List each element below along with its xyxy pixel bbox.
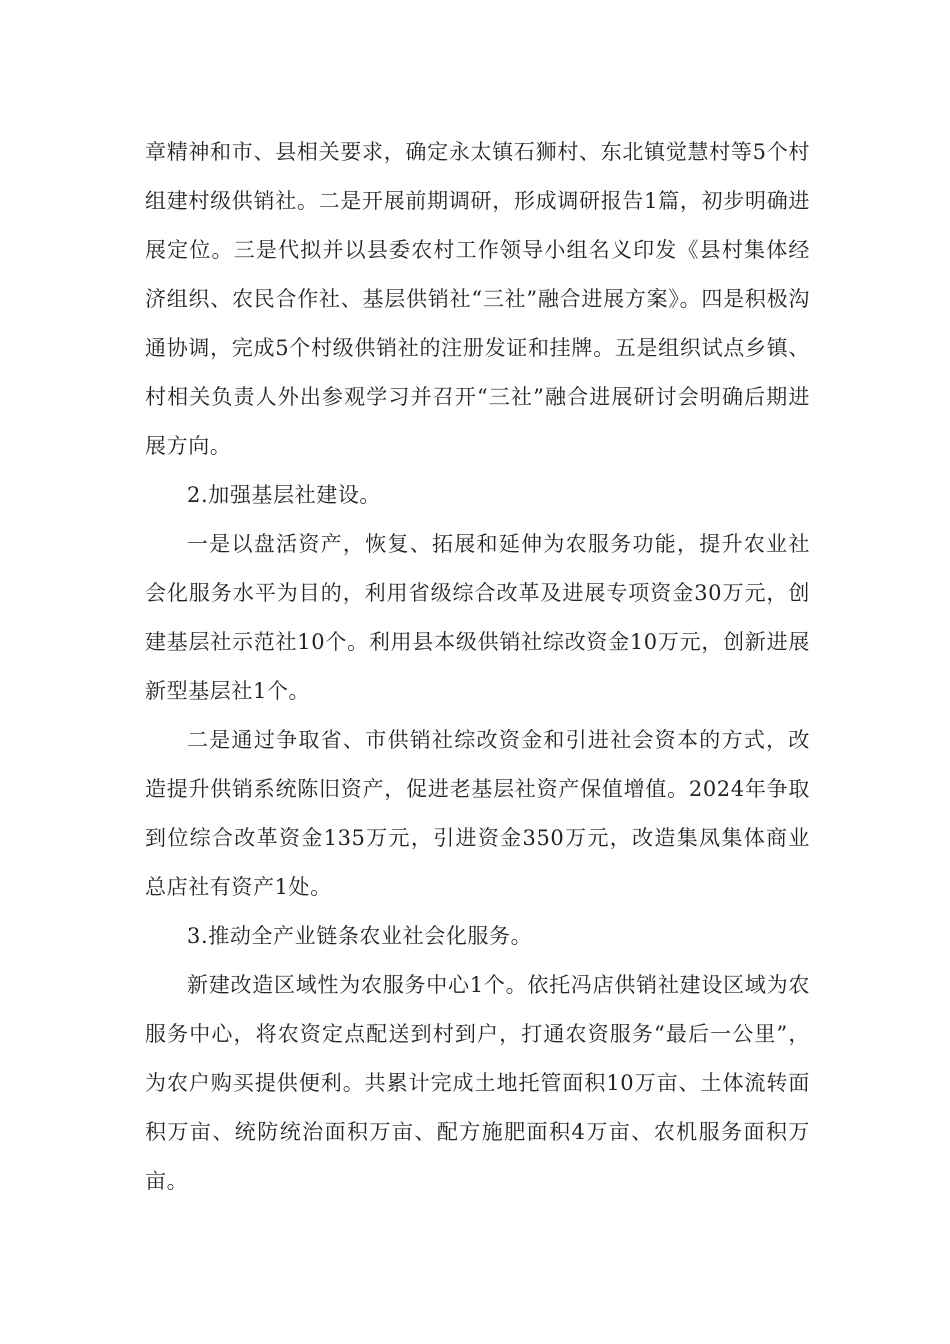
paragraph-body: 一是以盘活资产，恢复、拓展和延伸为农服务功能，提升农业社会化服务水平为目的，利用省级综合改革及进展专项资金30万元，创建基层社示范社10个。利用县本级供销社综改资金10万元，创新进展新型基层社1个。 (145, 532, 810, 703)
section-heading-3: 3.推动全产业链条农业社会化服务。 (187, 924, 533, 948)
section-heading-2: 2.加强基层社建设。 (187, 483, 382, 507)
paragraph-continuation: 章精神和市、县相关要求，确定永太镇石狮村、东北镇觉慧村等5个村组建村级供销社。二是开展前期调研，形成调研报告1篇，初步明确进展定位。三是代拟并以县委农村工作领导小组名义印发《县村集体经济组织、农民合作社、基层供销社“三社”融合进展方案》。四是积极沟通协调，完成5个村级供销社的注册发证和挂牌。五是组织试点乡镇、村相关负责人外出参观学习并召开“三社”融合进展研讨会明确后期进展方向。 (145, 140, 810, 458)
document-body (145, 128, 810, 1206)
paragraph-body: 新建改造区域性为农服务中心1个。依托冯店供销社建设区域为农服务中心，将农资定点配送到村到户，打通农资服务“最后一公里”，为农户购买提供便利。共累计完成土地托管面积10万亩、土体流转面积万亩、统防统治面积万亩、配方施肥面积4万亩、农机服务面积万亩。 (145, 973, 810, 1193)
paragraph-body: 二是通过争取省、市供销社综改资金和引进社会资本的方式，改造提升供销系统陈旧资产，促进老基层社资产保值增值。2024年争取到位综合改革资金135万元，引进资金350万元，改造集凤集体商业总店社有资产1处。 (145, 728, 810, 899)
